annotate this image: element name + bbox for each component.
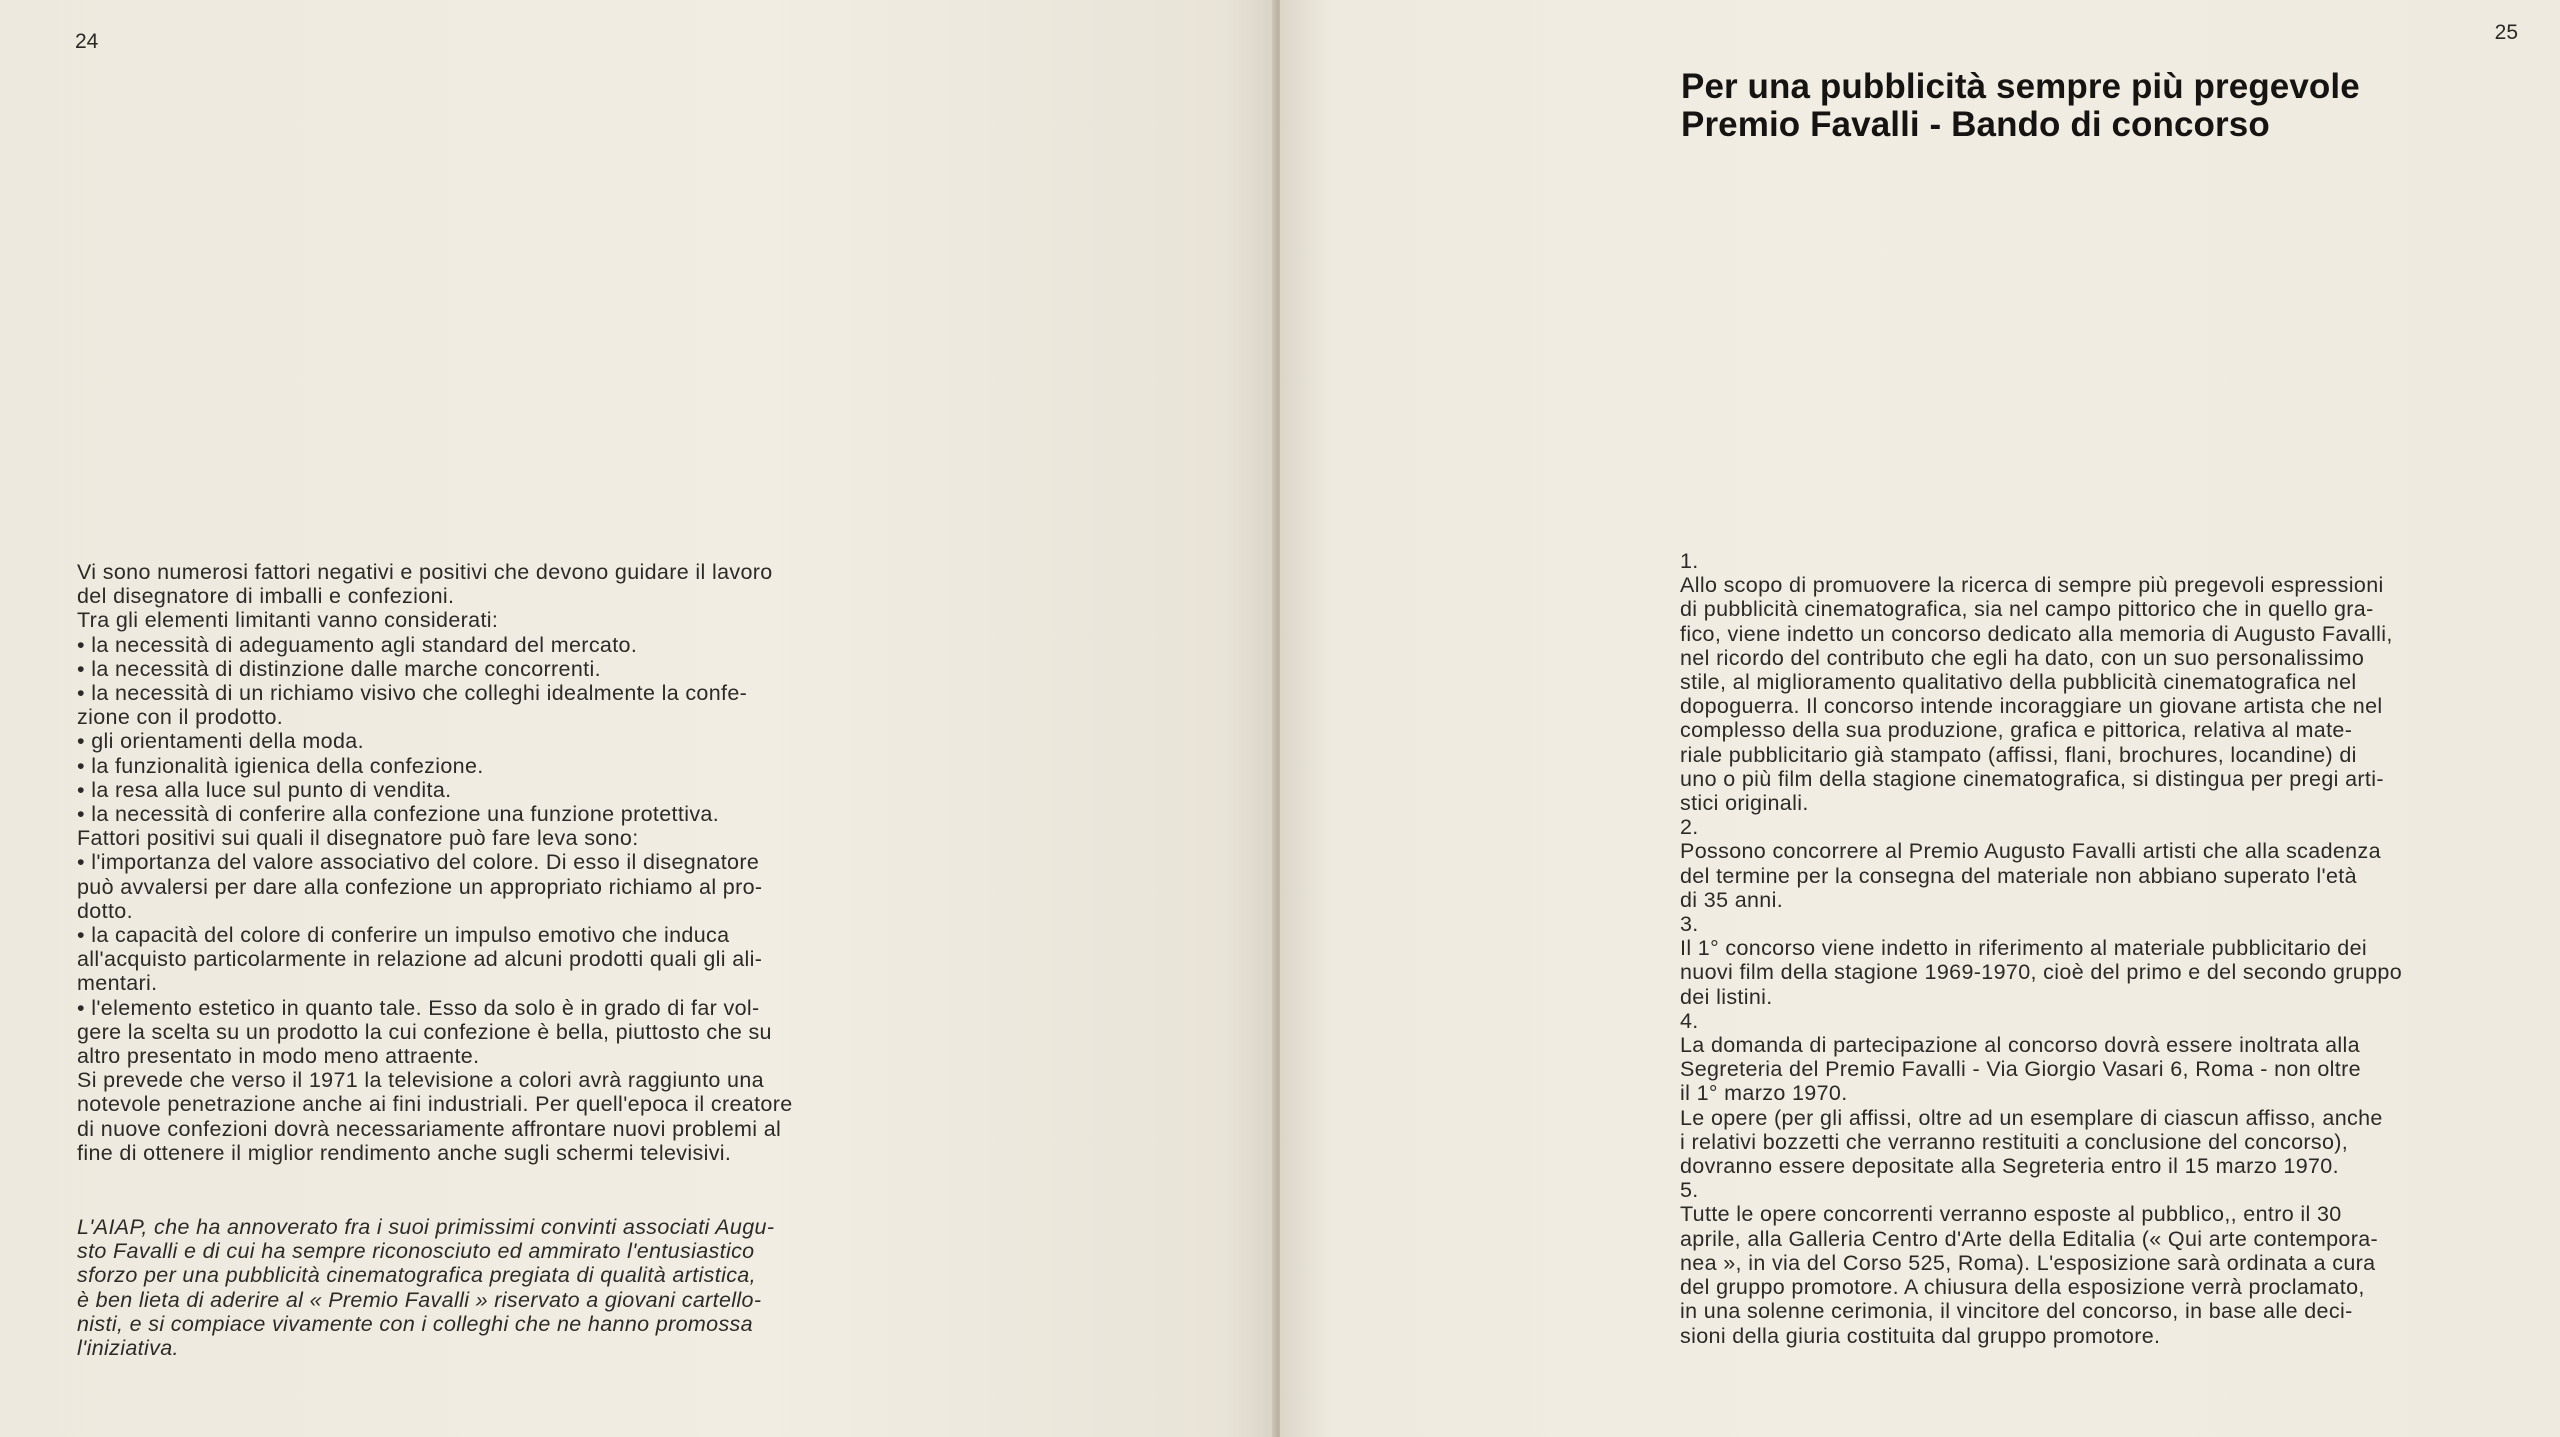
left-body-text [77,560,882,1165]
body-line: dovranno essere depositate alla Segreteria entro il 15 marzo 1970. [1680,1154,2339,1179]
body-line: Possono concorrere al Premio Augusto Favalli artisti che alla scadenza [1680,839,2381,864]
body-line: di nuove confezioni dovrà necessariamente affrontare nuovi problemi al [77,1116,782,1141]
body-line: notevole penetrazione anche ai fini industriali. Per quell'epoca il creatore [77,1092,793,1117]
body-line: di 35 anni. [1680,887,1784,912]
body-line: Si prevede che verso il 1971 la televisione a colori avrà raggiunto una [77,1068,764,1093]
page-number-left: 24 [75,30,99,53]
body-line: 1. [1680,549,1699,573]
body-line: Fattori positivi sui quali il disegnatore può fare leva sono: [77,826,639,851]
body-line: zione con il prodotto. [77,705,284,730]
body-line: di pubblicità cinematografica, sia nel campo pittorico che in quello gra- [1680,597,2374,622]
body-line: Il 1° concorso viene indetto in riferimento al materiale pubblicitario dei [1680,936,2368,961]
body-line: altro presentato in modo meno attraente. [77,1044,480,1069]
body-line: aprile, alla Galleria Centro d'Arte della Editalia (« Qui arte contempora- [1680,1226,2379,1251]
body-line: gere la scelta su un prodotto la cui confezione è bella, piuttosto che su [77,1019,772,1044]
body-line: • la resa alla luce sul punto di vendita. [77,777,452,802]
note-line: nisti, e si compiace vivamente con i colleghi che ne hanno promossa [77,1311,753,1336]
body-line: dei listini. [1680,984,1773,1009]
body-line: del disegnatore di imballi e confezioni. [77,584,455,609]
note-line: sto Favalli e di cui ha sempre riconosciuto ed ammirato l'entusiastico [77,1239,755,1264]
body-line: 2. [1680,815,1699,840]
body-line: 5. [1680,1178,1699,1203]
body-line: • l'elemento estetico in quanto tale. Esso da solo è in grado di far vol- [77,995,760,1020]
body-line: può avvalersi per dare alla confezione un appropriato richiamo al pro- [77,874,763,899]
body-line: dopoguerra. Il concorso intende incoraggiare un giovane artista che nel [1680,694,2383,719]
body-line: del termine per la consegna del materiale non abbiano superato l'età [1680,863,2357,888]
page-number-right: 25 [2494,21,2518,44]
body-line: riale pubblicitario già stampato (affissi, flani, brochures, locandine) di [1680,742,2357,767]
left-page [0,0,1276,1437]
body-line: i relativi bozzetti che verranno restituiti a conclusione del concorso), [1680,1129,2349,1154]
body-line: • la funzionalità igienica della confezione. [77,753,484,778]
right-body-text [1680,549,2485,1348]
body-line: in una solenne cerimonia, il vincitore del concorso, in base alle deci- [1680,1299,2353,1324]
body-line: 3. [1680,912,1699,937]
title-line: Per una pubblicità sempre più pregevole [1681,67,2360,106]
body-line: fine di ottenere il miglior rendimento anche sugli schermi televisivi. [77,1140,732,1165]
aiap-note [77,1215,882,1360]
body-line: Allo scopo di promuovere la ricerca di sempre più pregevoli espressioni [1680,573,2384,598]
body-line: nea », in via del Corso 525, Roma). L'esposizione sarà ordinata a cura [1680,1250,2376,1275]
body-line: del gruppo promotore. A chiusura della esposizione verrà proclamato, [1680,1275,2365,1300]
body-line: • la necessità di un richiamo visivo che colleghi idealmente la confe- [77,681,748,706]
body-line: Le opere (per gli affissi, oltre ad un esemplare di ciascun affisso, anche [1680,1105,2383,1130]
article-title [1681,68,2501,144]
title-line: Premio Favalli - Bando di concorso [1681,105,2270,144]
body-line: stici originali. [1680,791,1809,816]
body-line: Tutte le opere concorrenti verranno esposte al pubblico,, entro il 30 [1680,1202,2342,1227]
note-line: è ben lieta di aderire al « Premio Favalli » riservato a giovani cartello- [77,1287,762,1312]
body-line: • gli orientamenti della moda. [77,729,364,754]
body-line: 4. [1680,1008,1699,1033]
body-line: Segreteria del Premio Favalli - Via Giorgio Vasari 6, Roma - non oltre [1680,1057,2361,1082]
body-line: complesso della sua produzione, grafica e pittorica, relativa al mate- [1680,718,2353,743]
body-line: il 1° marzo 1970. [1680,1081,1848,1106]
body-line: all'acquisto particolarmente in relazione ad alcuni prodotti quali gli ali- [77,947,763,972]
body-line: nuovi film della stagione 1969-1970, cioè del primo e del secondo gruppo [1680,960,2403,985]
body-line: nel ricordo del contributo che egli ha dato, con un suo personalissimo [1680,645,2365,670]
body-line: • la necessità di adeguamento agli standard del mercato. [77,632,638,657]
body-line: • l'importanza del valore associativo del colore. Di esso il disegnatore [77,850,760,875]
body-line: • la necessità di conferire alla confezione una funzione protettiva. [77,802,720,827]
note-line: l'iniziativa. [77,1336,179,1361]
body-line: Tra gli elementi limitanti vanno considerati: [77,608,499,633]
body-line: fico, viene indetto un concorso dedicato alla memoria di Augusto Favalli, [1680,621,2393,646]
body-line: sioni della giuria costituita dal gruppo promotore. [1680,1323,2161,1348]
note-line: sforzo per una pubblicità cinematografica pregiata di qualità artistica, [77,1263,756,1288]
body-line: • la necessità di distinzione dalle marche concorrenti. [77,656,601,681]
body-line: • la capacità del colore di conferire un impulso emotivo che induca [77,923,730,948]
body-line: uno o più film della stagione cinematografica, si distingua per pregi arti- [1680,766,2384,791]
body-line: dotto. [77,898,133,923]
body-line: Vi sono numerosi fattori negativi e positivi che devono guidare il lavoro [77,560,773,584]
body-line: stile, al miglioramento qualitativo della pubblicità cinematografica nel [1680,670,2357,695]
body-line: La domanda di partecipazione al concorso dovrà essere inoltrata alla [1680,1033,2360,1058]
note-line: L'AIAP, che ha annoverato fra i suoi primissimi convinti associati Augu- [77,1215,775,1239]
body-line: mentari. [77,971,158,996]
